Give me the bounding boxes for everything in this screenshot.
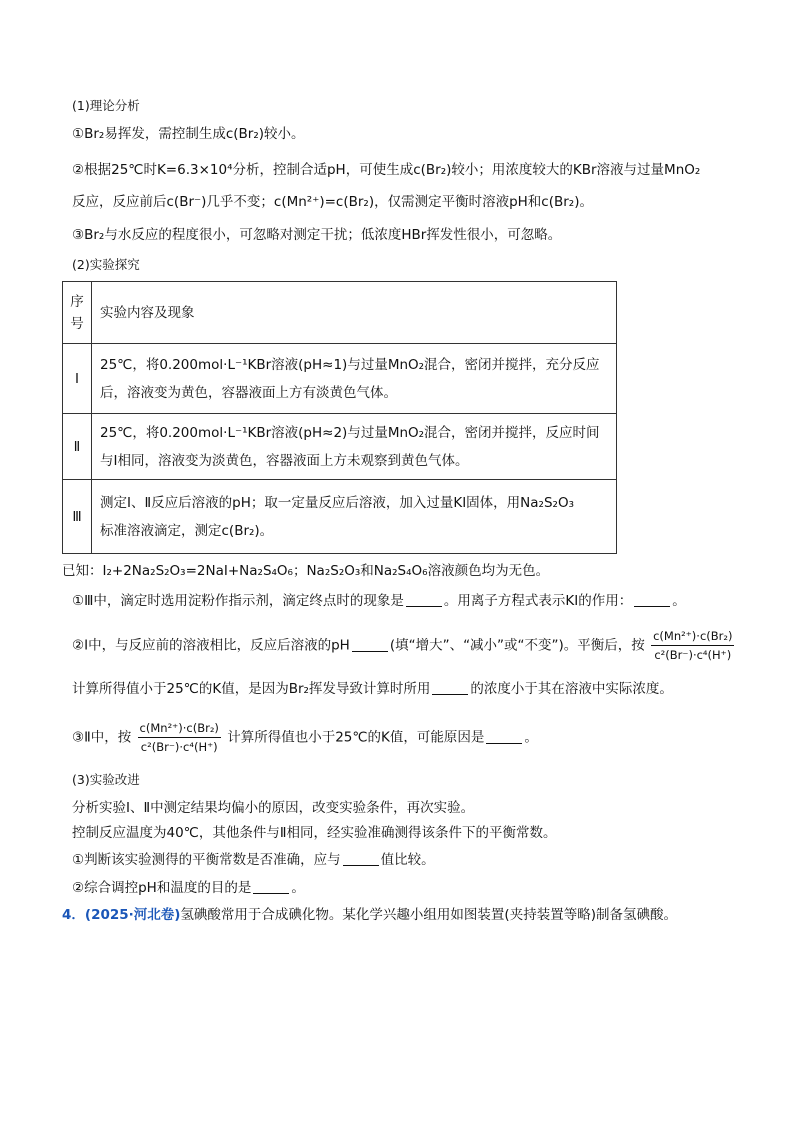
- section-2-title: (2)实验探究: [72, 257, 140, 272]
- row-no: Ⅲ: [63, 480, 92, 554]
- point-2-line-1: ②根据25℃时K=6.3×10⁴分析，控制合适pH，可使生成c(Br₂)较小；用浓度较大的KBr溶液与过量MnO₂: [72, 162, 701, 178]
- question-1: [72, 591, 686, 611]
- row-content: [92, 414, 617, 480]
- q2-text-a: ②I中，与反应前的溶液相比，反应后溶液的pH: [72, 637, 350, 654]
- question-4b: [72, 878, 305, 898]
- row-line: 与I相同，溶液变为淡黄色，容器液面上方未观察到黄色气体。: [100, 452, 469, 469]
- row-line: 25℃，将0.200mol·L⁻¹KBr溶液(pH≈2)与过量MnO₂混合，密闭并搅拌，反应时间: [100, 424, 600, 441]
- question-4a: [72, 850, 435, 870]
- point-2-line-2: 反应，反应前后c(Br⁻)几乎不变；c(Mn²⁺)=c(Br₂)，仅需测定平衡时溶液pH和c(Br₂)。: [72, 194, 593, 210]
- formula-numerator: c(Mn²⁺)·c(Br₂): [651, 628, 734, 646]
- row-line: 测定I、Ⅱ反应后溶液的pH；取一定量反应后溶液，加入过量KI固体，用Na₂S₂O₃: [100, 494, 574, 511]
- row-no: I: [63, 344, 92, 414]
- table-row: [63, 344, 617, 414]
- row-content: [92, 344, 617, 414]
- answer-blank[interactable]: [634, 592, 670, 607]
- q4a-text-b: 值比较。: [380, 852, 435, 868]
- header-content: 实验内容及现象: [92, 282, 617, 344]
- equilibrium-formula: [651, 628, 734, 663]
- known-info: 已知：I₂+2Na₂S₂O₃=2NaI+Na₂S₄O₆；Na₂S₂O₃和Na₂S₄O₆溶液颜色均为无色。: [62, 563, 550, 579]
- q3-text-a: ③Ⅱ中，按: [72, 729, 132, 746]
- q2-text-c: 计算所得值小于25℃的K值，是因为Br₂挥发导致计算时所用: [72, 681, 431, 697]
- answer-blank[interactable]: [432, 680, 468, 695]
- question-number-label: 4．(2025·河北卷): [62, 907, 181, 923]
- q3-text-b: 计算所得值也小于25℃的K值，可能原因是: [227, 729, 485, 746]
- next-question: [62, 905, 677, 925]
- point-3: ③Br₂与水反应的程度很小，可忽略对测定干扰；低浓度HBr挥发性很小，可忽略。: [72, 227, 562, 243]
- answer-blank[interactable]: [253, 879, 289, 894]
- question-3: [72, 720, 538, 755]
- row-line: 25℃，将0.200mol·L⁻¹KBr溶液(pH≈1)与过量MnO₂混合，密闭并搅拌，充分反应: [100, 356, 600, 373]
- q1-text-a: ①Ⅲ中，滴定时选用淀粉作指示剂，滴定终点时的现象是: [72, 593, 404, 609]
- section-3-title: (3)实验改进: [72, 772, 140, 787]
- row-no: Ⅱ: [63, 414, 92, 480]
- table-header-row: [63, 282, 617, 344]
- question-2-line-1: [72, 628, 736, 663]
- q1-text-c: 。: [672, 593, 686, 609]
- q1-text-b: 。用离子方程式表示KI的作用：: [443, 593, 633, 609]
- q3-text-c: 。: [524, 729, 538, 746]
- q4b-text-a: ②综合调控pH和温度的目的是: [72, 880, 252, 896]
- row-line: 标准溶液滴定，测定c(Br₂)。: [100, 522, 274, 539]
- section-1-title: (1)理论分析: [72, 98, 140, 113]
- table-row: [63, 480, 617, 554]
- improvement-2: 控制反应温度为40℃，其他条件与Ⅱ相同，经实验准确测得该条件下的平衡常数。: [72, 825, 557, 841]
- experiment-table: [62, 281, 617, 554]
- q2-text-b: (填“增大”、“减小”或“不变”)。平衡后，按: [389, 637, 645, 654]
- table-row: [63, 414, 617, 480]
- question-2-line-2: [72, 679, 673, 699]
- row-line: 后，溶液变为黄色，容器液面上方有淡黄色气体。: [100, 384, 397, 401]
- q4a-text-a: ①判断该实验测得的平衡常数是否准确，应与: [72, 852, 341, 868]
- answer-blank[interactable]: [406, 592, 442, 607]
- point-1: ①Br₂易挥发，需控制生成c(Br₂)较小。: [72, 126, 305, 142]
- row-content: [92, 480, 617, 554]
- equilibrium-formula: [138, 720, 221, 755]
- q2-text-d: 的浓度小于其在溶液中实际浓度。: [470, 681, 673, 697]
- answer-blank[interactable]: [486, 729, 522, 744]
- next-question-text: 氢碘酸常用于合成碘化物。某化学兴趣小组用如图装置(夹持装置等略)制备氢碘酸。: [180, 907, 677, 923]
- formula-denominator: c²(Br⁻)·c⁴(H⁺): [654, 648, 732, 662]
- answer-blank[interactable]: [343, 851, 379, 866]
- formula-denominator: c²(Br⁻)·c⁴(H⁺): [140, 740, 218, 754]
- formula-numerator: c(Mn²⁺)·c(Br₂): [138, 720, 221, 738]
- answer-blank[interactable]: [352, 637, 388, 652]
- improvement-1: 分析实验I、Ⅱ中测定结果均偏小的原因，改变实验条件，再次实验。: [72, 800, 475, 816]
- header-no: 序号: [63, 282, 92, 344]
- q4b-text-b: 。: [291, 880, 305, 896]
